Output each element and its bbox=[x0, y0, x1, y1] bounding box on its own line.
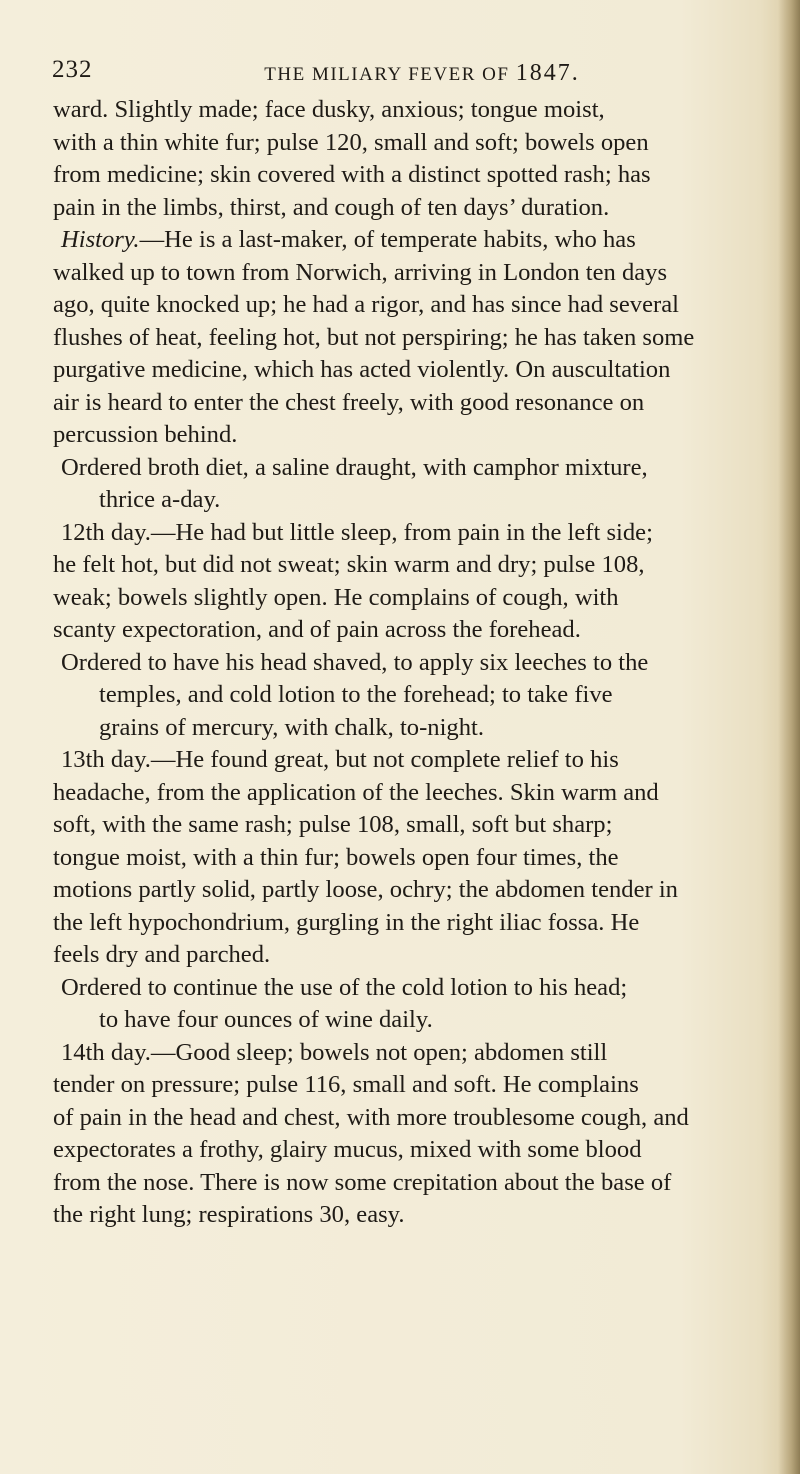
text-line: motions partly solid, partly loose, ochry; the abdomen tender in bbox=[53, 876, 678, 903]
text-line: the right lung; respirations 30, easy. bbox=[53, 1201, 405, 1228]
text-line: temples, and cold lotion to the forehead; to take five bbox=[99, 681, 613, 708]
text-line: headache, from the application of the leeches. Skin warm and bbox=[53, 778, 659, 806]
body-text bbox=[53, 94, 773, 1232]
text-line-history bbox=[53, 224, 773, 257]
text-line: pain in the limbs, thirst, and cough of ten days’ duration. bbox=[53, 193, 610, 221]
text-line: percussion behind. bbox=[53, 421, 238, 448]
running-head-year: 1847. bbox=[515, 60, 580, 86]
page-edge-shadow bbox=[778, 0, 800, 1474]
text-line: soft, with the same rash; pulse 108, small, soft but sharp; bbox=[53, 811, 613, 838]
text-line: feels dry and parched. bbox=[53, 941, 271, 968]
text-line: air is heard to enter the chest freely, with good resonance on bbox=[53, 388, 645, 416]
text-line: flushes of heat, feeling hot, but not perspiring; he has taken some bbox=[53, 323, 695, 351]
text-line: from medicine; skin covered with a distinct spotted rash; has bbox=[53, 161, 651, 188]
text-line: scanty expectoration, and of pain across the forehead. bbox=[53, 616, 581, 643]
text-line: purgative medicine, which has acted violently. On auscultation bbox=[53, 356, 671, 383]
text-line: walked up to town from Norwich, arriving in London ten days bbox=[53, 258, 668, 286]
text-line: ward. Slightly made; face dusky, anxious; tongue moist, bbox=[53, 96, 605, 123]
text-line-day: 13th day.—He found great, but not complete relief to his bbox=[61, 746, 619, 773]
text-line: tender on pressure; pulse 116, small and soft. He complains bbox=[53, 1071, 639, 1098]
text-line: he felt hot, but did not sweat; skin warm and dry; pulse 108, bbox=[53, 551, 645, 578]
history-text: —He is a last-maker, of temperate habits, who has bbox=[139, 226, 636, 253]
text-line: thrice a-day. bbox=[99, 486, 221, 513]
text-line-day: 12th day.—He had but little sleep, from pain in the left side; bbox=[61, 518, 653, 546]
text-line: expectorates a frothy, glairy mucus, mixed with some blood bbox=[53, 1136, 642, 1163]
text-line: of pain in the head and chest, with more troublesome cough, and bbox=[53, 1103, 689, 1131]
text-line: ago, quite knocked up; he had a rigor, and has since had several bbox=[53, 291, 679, 318]
text-line-order: Ordered to continue the use of the cold lotion to his head; bbox=[61, 973, 628, 1001]
text-line: to have four ounces of wine daily. bbox=[99, 1006, 433, 1033]
running-head-title: THE MILIARY FEVER OF bbox=[264, 64, 510, 85]
page-header bbox=[52, 56, 742, 92]
text-line: from the nose. There is now some crepitation about the base of bbox=[53, 1168, 672, 1196]
running-head bbox=[142, 60, 702, 87]
text-line-order: Ordered to have his head shaved, to apply six leeches to the bbox=[61, 648, 649, 676]
history-heading: History. bbox=[61, 226, 140, 253]
text-line-order: Ordered broth diet, a saline draught, with camphor mixture, bbox=[61, 453, 648, 481]
text-line: tongue moist, with a thin fur; bowels open four times, the bbox=[53, 843, 619, 871]
page-number: 232 bbox=[52, 56, 93, 83]
text-line: weak; bowels slightly open. He complains of cough, with bbox=[53, 583, 619, 611]
text-line: grains of mercury, with chalk, to-night. bbox=[99, 713, 484, 741]
text-line: the left hypochondrium, gurgling in the right iliac fossa. He bbox=[53, 908, 640, 936]
text-line: with a thin white fur; pulse 120, small and soft; bowels open bbox=[53, 128, 649, 156]
text-line-day: 14th day.—Good sleep; bowels not open; abdomen still bbox=[61, 1038, 608, 1066]
